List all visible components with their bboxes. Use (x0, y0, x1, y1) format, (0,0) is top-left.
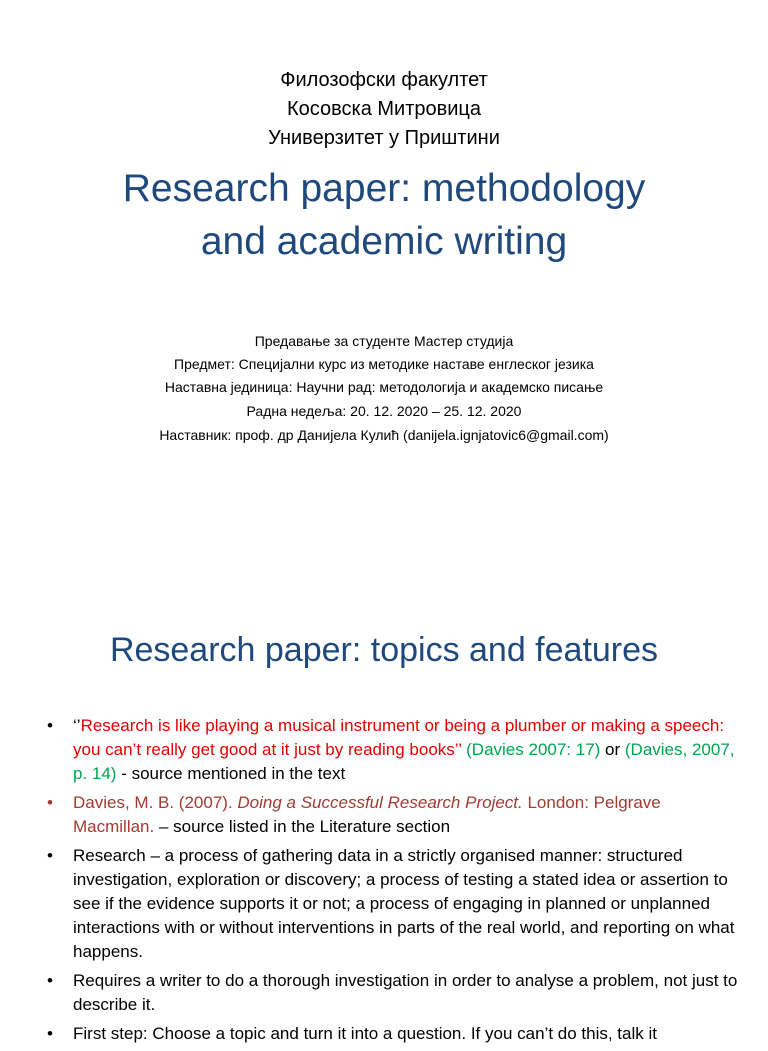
working-week: Радна недеља: 20. 12. 2020 – 25. 12. 2020 (246, 403, 522, 419)
first-step-text: First step: Choose a topic and turn it into a question. If you can’t do this, talk it (73, 1024, 657, 1043)
reference-title: Doing a Successful Research Project. (237, 793, 523, 812)
slide-title-line-2: and academic writing (200, 220, 568, 263)
bullet-icon: • (47, 793, 53, 812)
bullet-icon: • (47, 716, 53, 735)
content-slide (0, 578, 768, 1043)
lecturer-contact: Наставник: проф. др Данијела Кулић (danijela.ignjatovic6@gmail.com) (159, 427, 609, 443)
in-text-citation: (Davies 2007: 17) (466, 740, 601, 759)
research-definition: Research – a process of gathering data in a strictly organised manner: structured investigation, exploration or discovery; a process of testing a stated idea or assertion to see if the evidence supports it or not; a process of engaging in planned or unplanned interactions with or without interventions in parts of the real world, and reporting on what happens. (73, 846, 735, 961)
lecture-audience: Предавање за студенте Мастер студија (254, 333, 514, 349)
teaching-unit: Наставна јединица: Научни рад: методологија и академско писање (164, 379, 604, 395)
faculty-name: Филозофски факултет (280, 69, 488, 91)
connector-text: or (600, 740, 625, 759)
list-item (44, 1022, 744, 1046)
list-item (44, 844, 744, 964)
quotation-text: Research is like playing a musical instrument or being a plumber or making a speech: you can’t really get good at it just by reading books’’ (73, 716, 725, 759)
open-quote-mark: ‘’ (73, 716, 81, 735)
slide-heading: Research paper: topics and features (109, 631, 659, 669)
bullet-icon: • (47, 846, 53, 865)
investigation-requirement: Requires a writer to do a thorough investigation in order to analyse a problem, not just to describe it. (73, 971, 738, 1014)
bullet-list (44, 714, 744, 1051)
slide-title-line-1: Research paper: methodology (122, 167, 646, 210)
list-item (44, 714, 744, 786)
reference-author: Davies, M. B. (2007). (73, 793, 238, 812)
city-name: Косовска Митровица (286, 98, 481, 120)
citation-note: - source mentioned in the text (116, 764, 346, 783)
reference-note: – source listed in the Literature section (154, 817, 451, 836)
course-subject: Предмет: Специјални курс из методике наставе енглеског језика (174, 356, 594, 372)
university-name: Универзитет у Приштини (268, 127, 500, 149)
bullet-icon: • (47, 1024, 53, 1043)
list-item (44, 969, 744, 1017)
bullet-icon: • (47, 971, 53, 990)
reference-publisher: London: Pelgrave Macmillan. (73, 793, 661, 836)
in-text-citation-alt: (Davies, 2007, p. 14) (73, 740, 735, 783)
list-item (44, 791, 744, 839)
